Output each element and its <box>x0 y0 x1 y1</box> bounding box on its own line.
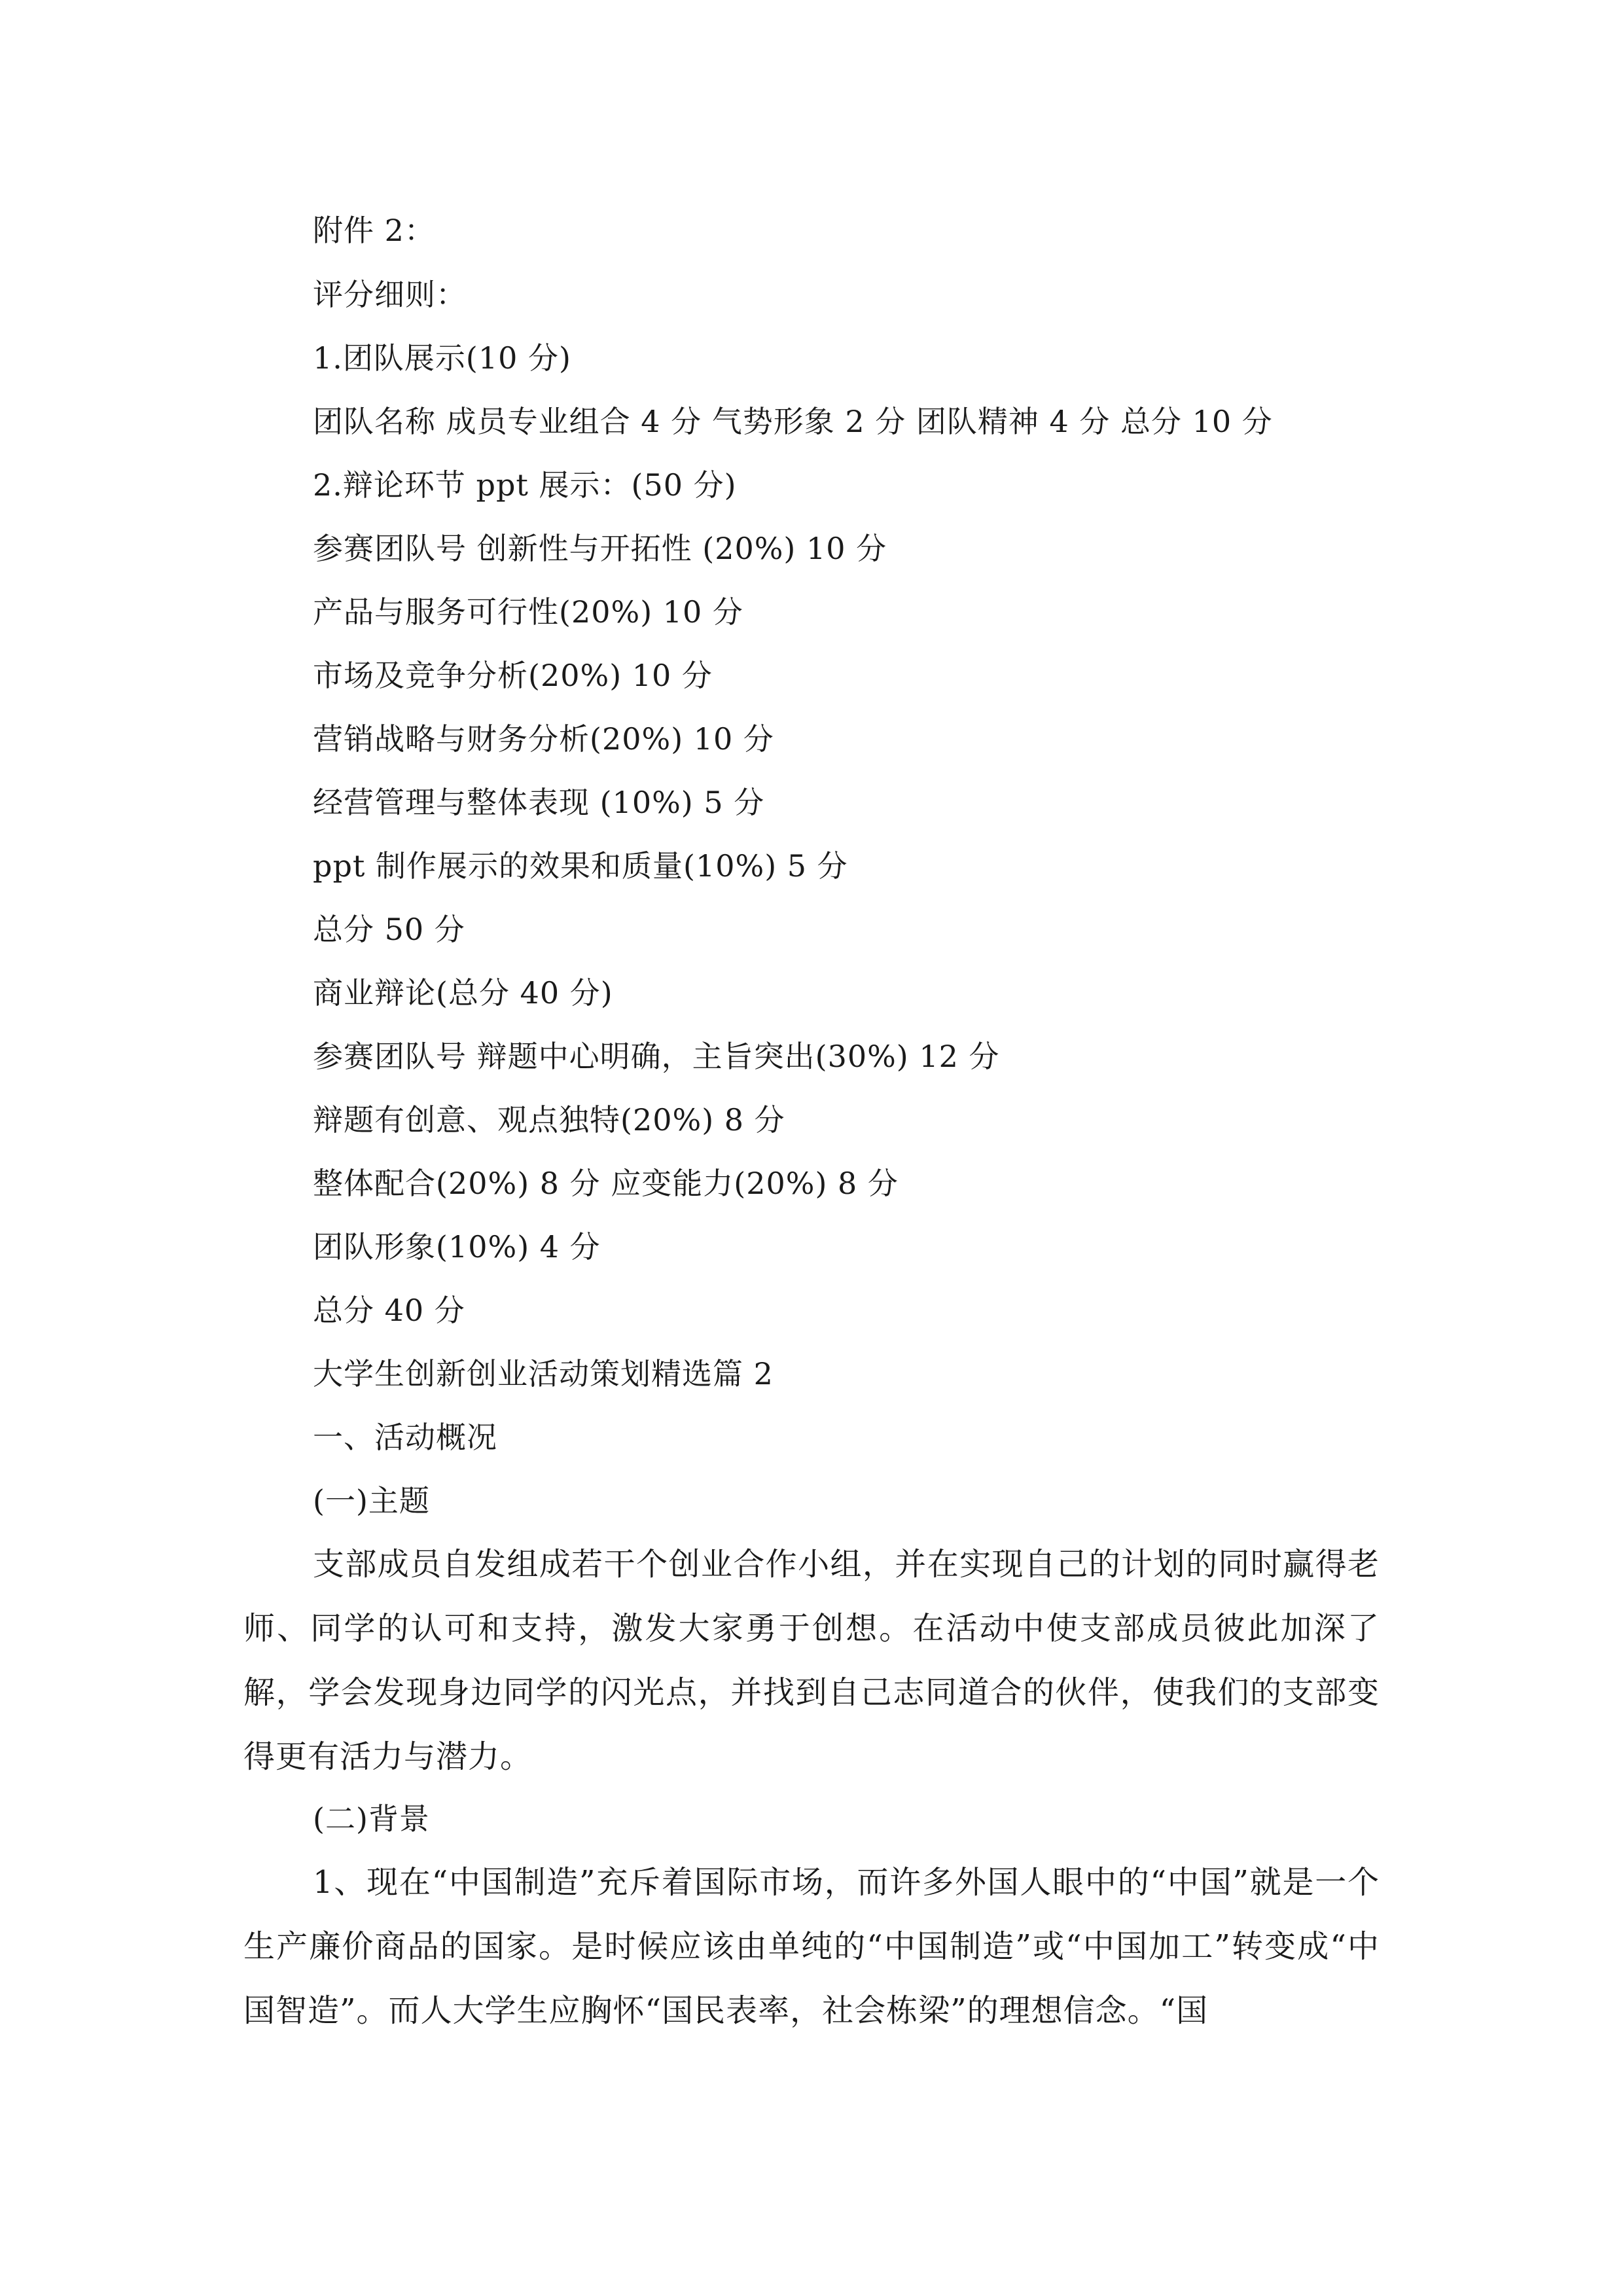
subsection-heading-theme: (一)主题 <box>313 1483 430 1518</box>
scoring-rules-heading: 评分细则： <box>313 277 467 312</box>
criteria-line: 参赛团队号 创新性与开拓性 (20%) 10 分 <box>313 531 887 566</box>
criteria-line: 经营管理与整体表现 (10%) 5 分 <box>313 785 765 820</box>
criteria-line: 整体配合(20%) 8 分 应变能力(20%) 8 分 <box>313 1166 899 1201</box>
criteria-line: ppt 制作展示的效果和质量(10%) 5 分 <box>313 848 848 884</box>
background-paragraph: 1、现在“中国制造”充斥着国际市场，而许多外国人眼中的“中国”就是一个生产廉价商品的国家。是时候应该由单纯的“中国制造”或“中国加工”转变成“中国智造”。而人大学生应胸怀“国民表率，社会栋梁”的理想信念。“国 <box>243 1864 1380 2029</box>
subsection-heading-background: (二)背景 <box>313 1801 430 1837</box>
criteria-line: 营销战略与财务分析(20%) 10 分 <box>313 721 774 757</box>
criteria-line: 参赛团队号 辩题中心明确，主旨突出(30%) 12 分 <box>313 1039 1000 1074</box>
article-title: 大学生创新创业活动策划精选篇 2 <box>313 1356 774 1391</box>
criteria-line: 辩题有创意、观点独特(20%) 8 分 <box>313 1102 785 1138</box>
section-team-display: 1.团队展示(10 分) <box>313 340 571 376</box>
criteria-line: 产品与服务可行性(20%) 10 分 <box>313 594 743 630</box>
criteria-line: 市场及竞争分析(20%) 10 分 <box>313 658 713 693</box>
attachment-label: 附件 2： <box>313 213 435 248</box>
criteria-line: 团队形象(10%) 4 分 <box>313 1229 601 1265</box>
total-score-line: 总分 50 分 <box>313 912 465 947</box>
section-heading-overview: 一、活动概况 <box>313 1420 497 1455</box>
total-score-line: 总分 40 分 <box>313 1293 465 1328</box>
theme-paragraph: 支部成员自发组成若干个创业合作小组，并在实现自己的计划的同时赢得老师、同学的认可和支持，激发大家勇于创想。在活动中使支部成员彼此加深了解，学会发现身边同学的闪光点，并找到自己志同道合的伙伴，使我们的支部变得更有活力与潜力。 <box>243 1546 1380 1775</box>
team-display-criteria: 团队名称 成员专业组合 4 分 气势形象 2 分 团队精神 4 分 总分 10 分 <box>313 404 1273 439</box>
section-business-debate: 商业辩论(总分 40 分) <box>313 975 613 1011</box>
section-debate-ppt: 2.辩论环节 ppt 展示：(50 分) <box>313 467 737 503</box>
